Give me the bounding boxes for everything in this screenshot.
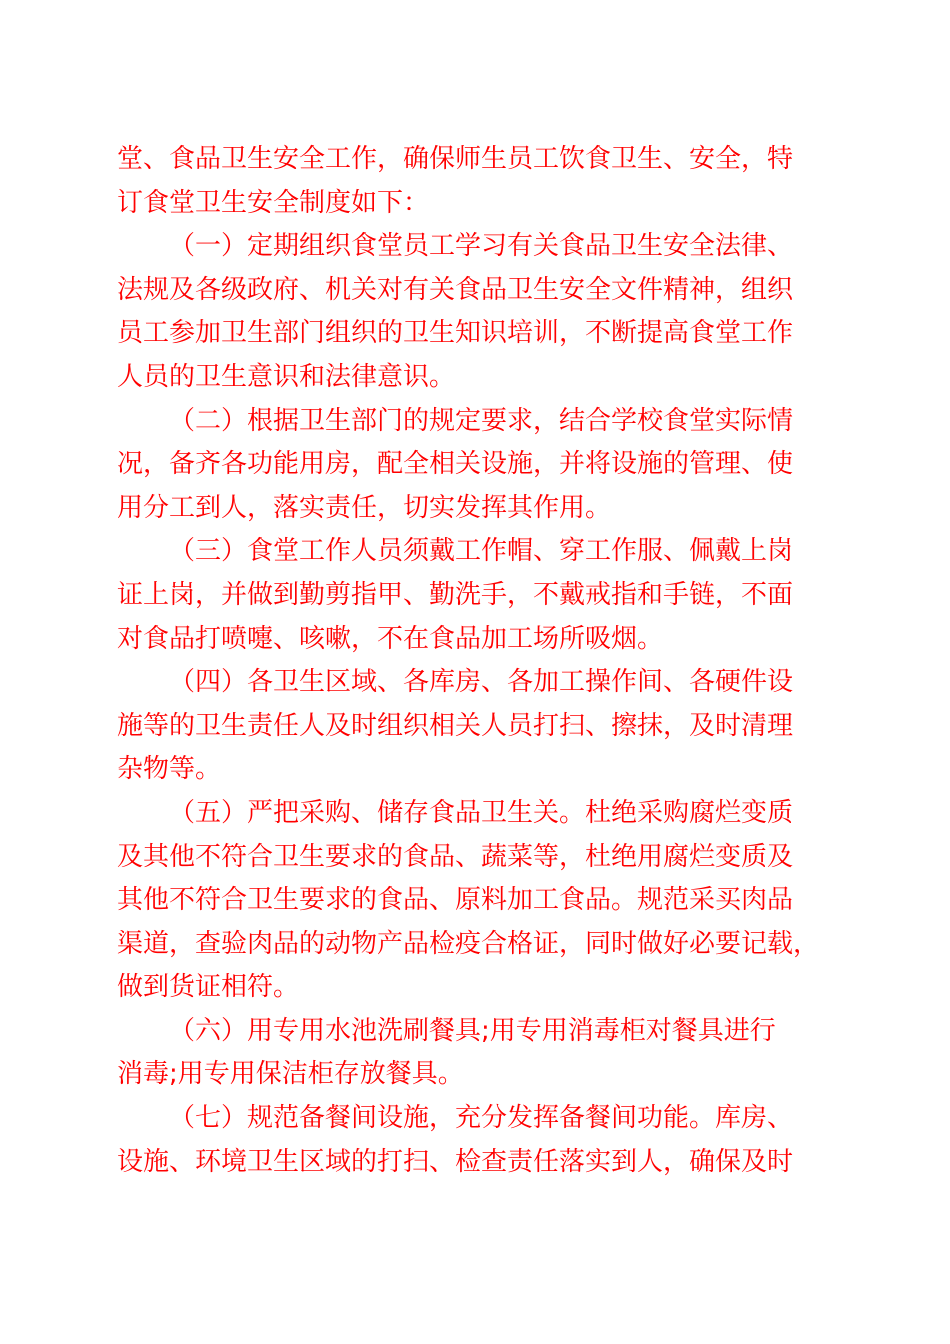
- text-line: 用分工到人，落实责任，切实发挥其作用。: [117, 492, 612, 523]
- paragraph-start-line: （六）用专用水池洗刷餐具;用专用消毒柜对餐具进行: [169, 1015, 776, 1046]
- text-line: 消毒;用专用保洁柜存放餐具。: [117, 1059, 464, 1090]
- text-line: 施等的卫生责任人及时组织相关人员打扫、擦抹，及时清理: [117, 710, 794, 741]
- document-body: [117, 138, 847, 1184]
- text-line: 对食品打喷嚏、咳嗽，不在食品加工场所吸烟。: [117, 623, 664, 654]
- paragraph-start-line: （二）根据卫生部门的规定要求，结合学校食堂实际情: [169, 405, 794, 436]
- text-line: 订食堂卫生安全制度如下：: [117, 187, 430, 218]
- text-line: 设施、环境卫生区域的打扫、检查责任落实到人，确保及时: [117, 1146, 794, 1177]
- text-line: 及其他不符合卫生要求的食品、蔬菜等，杜绝用腐烂变质及: [117, 841, 794, 872]
- text-line: 人员的卫生意识和法律意识。: [117, 361, 456, 392]
- paragraph-start-line: （五）严把采购、储存食品卫生关。杜绝采购腐烂变质: [169, 797, 794, 828]
- text-line: 员工参加卫生部门组织的卫生知识培训，不断提高食堂工作: [117, 318, 794, 349]
- text-line: 其他不符合卫生要求的食品、原料加工食品。规范采买肉品: [117, 885, 794, 916]
- text-line: 法规及各级政府、机关对有关食品卫生安全文件精神，组织: [117, 274, 794, 305]
- text-line: 杂物等。: [117, 754, 222, 785]
- text-line: 况，备齐各功能用房，配全相关设施，并将设施的管理、使: [117, 449, 794, 480]
- text-line: 渠道，查验肉品的动物产品检疫合格证，同时做好必要记载，: [117, 928, 820, 959]
- paragraph-start-line: （一）定期组织食堂员工学习有关食品卫生安全法律、: [169, 231, 794, 262]
- paragraph-start-line: （七）规范备餐间设施，充分发挥备餐间功能。库房、: [169, 1103, 794, 1134]
- text-line: 证上岗，并做到勤剪指甲、勤洗手，不戴戒指和手链，不面: [117, 579, 794, 610]
- paragraph-start-line: （三）食堂工作人员须戴工作帽、穿工作服、佩戴上岗: [169, 536, 794, 567]
- text-line: 做到货证相符。: [117, 972, 300, 1003]
- text-line: 堂、食品卫生安全工作，确保师生员工饮食卫生、安全，特: [117, 144, 794, 174]
- paragraph-start-line: （四）各卫生区域、各库房、各加工操作间、各硬件设: [169, 667, 794, 698]
